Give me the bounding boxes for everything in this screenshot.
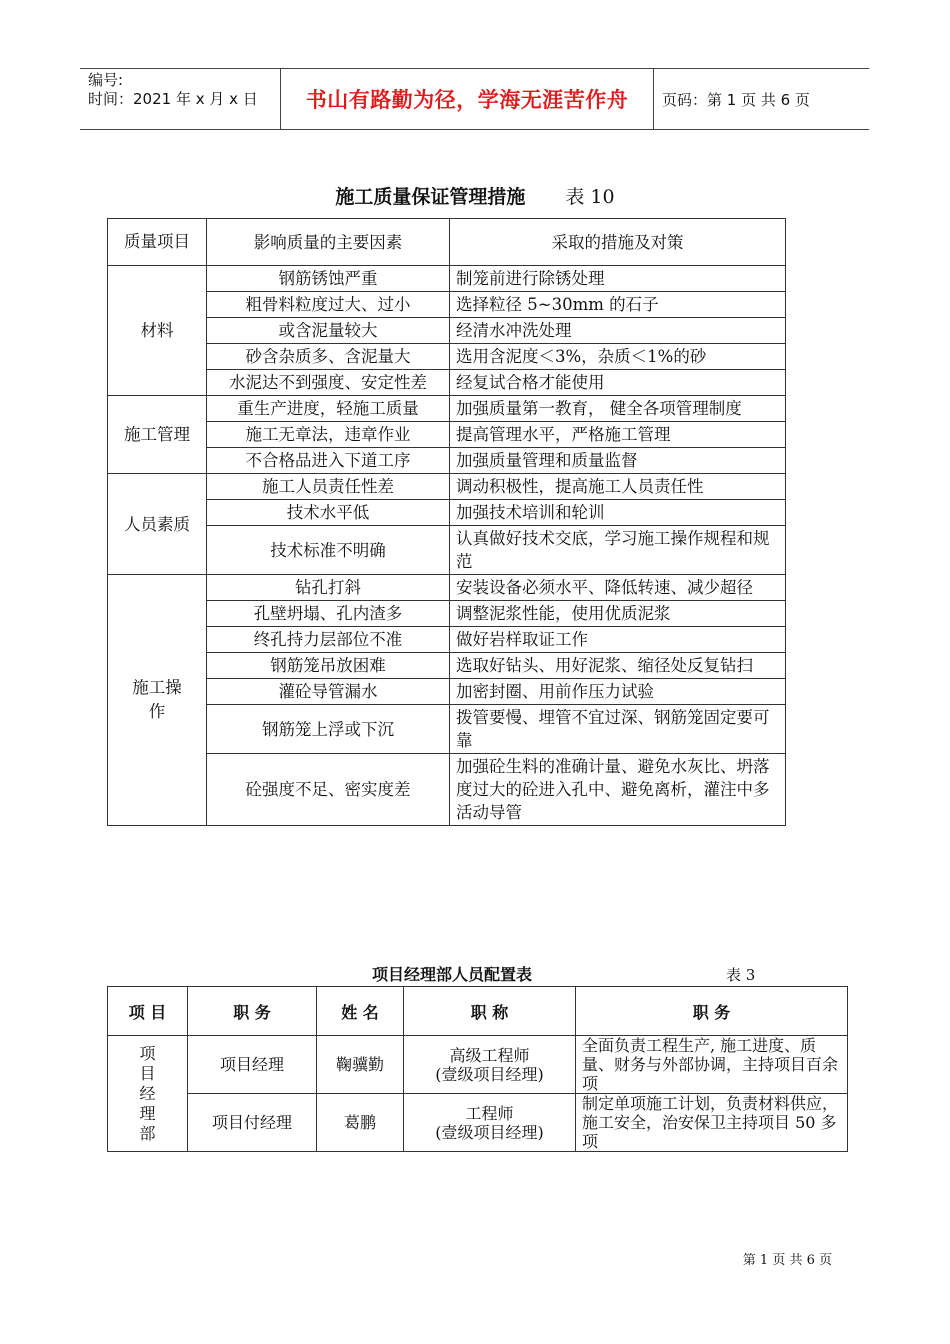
position-cell: 项目付经理	[188, 1094, 317, 1152]
table-row	[108, 396, 786, 422]
factor-cell: 技术标准不明确	[207, 526, 450, 575]
table-row	[108, 318, 786, 344]
group-cell: 项目经理部	[108, 1036, 188, 1152]
title-line2: (壹级项目经理)	[435, 1064, 544, 1084]
measure-cell: 加强砼生料的准确计量、避免水灰比、坍落度过大的砼进入孔中、避免离析，灌注中多活动导管	[450, 754, 786, 826]
table2-header-cell: 项 目	[108, 987, 188, 1036]
title-line1: 工程师	[465, 1103, 514, 1123]
measure-cell: 选用含泥度＜3%，杂质＜1%的砂	[450, 344, 786, 370]
measure-cell: 选择粒径 5~30mm 的石子	[450, 292, 786, 318]
position-cell: 项目经理	[188, 1036, 317, 1094]
factor-cell: 灌砼导管漏水	[207, 679, 450, 705]
table2-header-cell: 职 务	[576, 987, 848, 1036]
measure-cell: 经清水冲洗处理	[450, 318, 786, 344]
factor-cell: 施工人员责任性差	[207, 474, 450, 500]
category-cell: 人员素质	[108, 474, 207, 575]
table-row	[108, 754, 786, 826]
factor-cell: 重生产进度，轻施工质量	[207, 396, 450, 422]
duty-cell: 制定单项施工计划，负责材料供应，施工安全，治安保卫主持项目 50 多项	[576, 1094, 848, 1152]
factor-cell: 不合格品进入下道工序	[207, 448, 450, 474]
table-row	[108, 1036, 848, 1094]
measure-cell: 拨管要慢、埋管不宜过深、钢筋笼固定要可靠	[450, 705, 786, 754]
measure-cell: 加强质量第一教育， 健全各项管理制度	[450, 396, 786, 422]
table2-header-row	[108, 987, 848, 1036]
factor-cell: 技术水平低	[207, 500, 450, 526]
table-row	[108, 344, 786, 370]
measure-cell: 加密封圈、用前作压力试验	[450, 679, 786, 705]
measure-cell: 选取好钻头、用好泥浆、缩径处反复钻扫	[450, 653, 786, 679]
table2-header-cell: 职 务	[188, 987, 317, 1036]
factor-cell: 钢筋笼吊放困难	[207, 653, 450, 679]
measure-cell: 认真做好技术交底，学习施工操作规程和规范	[450, 526, 786, 575]
factor-cell: 钢筋锈蚀严重	[207, 266, 450, 292]
factor-cell: 砂含杂质多、含泥量大	[207, 344, 450, 370]
factor-cell: 砼强度不足、密实度差	[207, 754, 450, 826]
table2-header-cell: 姓 名	[317, 987, 404, 1036]
measure-cell: 经复试合格才能使用	[450, 370, 786, 396]
table2-number: 表 3	[726, 966, 756, 984]
measure-cell: 做好岩样取证工作	[450, 627, 786, 653]
duty-cell: 全面负责工程生产, 施工进度、质量、财务与外部协调，主持项目百余项	[576, 1036, 848, 1094]
table1-title-text: 施工质量保证管理措施	[335, 186, 526, 208]
title-cell	[404, 1094, 576, 1152]
measure-cell: 加强技术培训和轮训	[450, 500, 786, 526]
table1-header-cell: 影响质量的主要因素	[207, 219, 450, 266]
table-row	[108, 526, 786, 575]
header-motto: 书山有路勤为径，学海无涯苦作舟	[280, 69, 654, 129]
table-row	[108, 627, 786, 653]
table-row	[108, 266, 786, 292]
factor-cell: 水泥达不到强度、安定性差	[207, 370, 450, 396]
table-row	[108, 705, 786, 754]
table-row	[108, 653, 786, 679]
number-label: 编号:	[88, 71, 124, 89]
table1-header-cell: 采取的措施及对策	[450, 219, 786, 266]
table1-header-cell: 质量项目	[108, 219, 207, 266]
title-cell	[404, 1036, 576, 1094]
header-page-label: 页码：第 1 页 共 6 页	[662, 90, 810, 109]
measure-cell: 提高管理水平，严格施工管理	[450, 422, 786, 448]
header-meta	[80, 69, 280, 129]
table-row	[108, 422, 786, 448]
table1-number: 表 10	[565, 186, 615, 208]
measure-cell: 调整泥浆性能，使用优质泥浆	[450, 601, 786, 627]
factor-cell: 孔壁坍塌、孔内渣多	[207, 601, 450, 627]
title-line2: (壹级项目经理)	[435, 1122, 544, 1142]
factor-cell: 粗骨料粒度过大、过小	[207, 292, 450, 318]
factor-cell: 钢筋笼上浮或下沉	[207, 705, 450, 754]
category-cell: 施工操作	[108, 575, 207, 826]
measure-cell: 安装设备必须水平、降低转速、减少超径	[450, 575, 786, 601]
name-cell: 鞠骥勤	[317, 1036, 404, 1094]
table-row	[108, 601, 786, 627]
factor-cell: 施工无章法，违章作业	[207, 422, 450, 448]
factor-cell: 钻孔打斜	[207, 575, 450, 601]
table-row	[108, 448, 786, 474]
title-line1: 高级工程师	[449, 1045, 530, 1065]
table1-title	[0, 182, 950, 209]
table-row	[108, 500, 786, 526]
table-row	[108, 679, 786, 705]
factor-cell: 终孔持力层部位不准	[207, 627, 450, 653]
page-footer: 第 1 页 共 6 页	[742, 1253, 832, 1268]
factor-cell: 或含泥量较大	[207, 318, 450, 344]
date-label: 时间：2021 年 x 月 x 日	[88, 90, 258, 108]
quality-measures-table	[107, 218, 786, 826]
table-row	[108, 1094, 848, 1152]
page-header	[80, 68, 869, 130]
table-row	[108, 474, 786, 500]
table-row	[108, 575, 786, 601]
table-row	[108, 292, 786, 318]
category-cell: 施工管理	[108, 396, 207, 474]
category-cell: 材料	[108, 266, 207, 396]
measure-cell: 调动积极性，提高施工人员责任性	[450, 474, 786, 500]
table2-title: 项目经理部人员配置表	[372, 965, 533, 984]
table1-header-row	[108, 219, 786, 266]
measure-cell: 加强质量管理和质量监督	[450, 448, 786, 474]
measure-cell: 制笼前进行除锈处理	[450, 266, 786, 292]
table-row	[108, 370, 786, 396]
name-cell: 葛鹏	[317, 1094, 404, 1152]
staff-table	[107, 986, 848, 1152]
table2-header-cell: 职 称	[404, 987, 576, 1036]
